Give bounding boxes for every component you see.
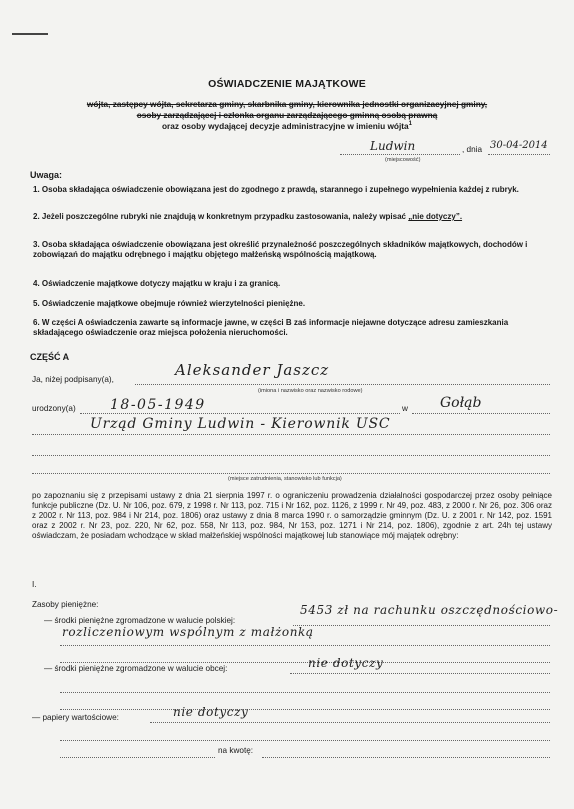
- amount-label: na kwotę:: [218, 746, 254, 755]
- born-place-dotted-line: [412, 413, 550, 414]
- employment-dotted-line-2: [32, 455, 550, 456]
- subtitle-line-2: osoby zarządzającej i członka organu zarządzającego gminną osobą prawną: [136, 110, 438, 120]
- place-caption: (miejscowość): [385, 157, 421, 163]
- foreign-handwritten: nie dotyczy: [308, 656, 384, 670]
- name-dotted-line: [135, 384, 550, 385]
- securities-dotted-line-2: [60, 740, 550, 741]
- born-date-dotted-line: [80, 413, 400, 414]
- note-item-5: [33, 299, 548, 309]
- section-a-heading: CZĘŚĆ A: [30, 352, 70, 362]
- document-title: OŚWIADCZENIE MAJĄTKOWE: [208, 78, 366, 90]
- date-dotted-line: [488, 154, 550, 155]
- pln-label: — środki pieniężne zgromadzone w walucie polskiej:: [44, 616, 236, 625]
- notes-heading: Uwaga:: [30, 170, 63, 180]
- note-text: 4. Oświadczenie majątkowe dotyczy majątku w kraju i za granicą.: [33, 279, 281, 288]
- ja-label: Ja, niżej podpisany(a),: [32, 375, 114, 384]
- foreign-dotted-line-1: [290, 673, 550, 674]
- note-text: 5. Oświadczenie majątkowe obejmuje również wierzytelności pieniężne.: [33, 299, 306, 308]
- pln-handwritten-2: rozliczeniowym wspólnym z małżonką: [62, 625, 314, 639]
- note-item-2: [33, 212, 548, 222]
- securities-handwritten: nie dotyczy: [173, 705, 249, 719]
- scan-mark: [12, 33, 48, 35]
- place-dotted-line: [340, 154, 460, 155]
- note-text: 3. Osoba składająca oświadczenie obowiązana jest określić przynależność poszczególnych składników majątkowych, dochodów i zobowiązań do majątku odrębnego i majątku objętego małżeńską wspólnością majątkową.: [33, 240, 528, 260]
- part-i-roman: I.: [32, 580, 37, 589]
- securities-label: — papiery wartościowe:: [32, 713, 119, 722]
- foreign-label: — środki pieniężne zgromadzone w walucie obcej:: [44, 664, 228, 673]
- subtitle-line-3: [30, 121, 544, 131]
- pln-dotted-line-2: [60, 645, 550, 646]
- note-text: 2. Jeżeli poszczególne rubryki nie znajdują w konkretnym przypadku zastosowania, należy wpisać: [33, 212, 407, 221]
- amount-dotted-line-right: [262, 757, 550, 758]
- name-handwritten: Aleksander Jaszcz: [175, 361, 330, 379]
- employment-handwritten: Urząd Gminy Ludwin - Kierownik USC: [90, 416, 391, 432]
- note-quote: „nie dotyczy”.: [408, 212, 463, 221]
- pln-handwritten-1: 5453 zł na rachunku oszczędnościowo-: [300, 603, 559, 617]
- born-date-handwritten: 18-05-1949: [110, 397, 206, 413]
- subtitle-line-1: wójta, zastępcy wójta, sekretarza gminy, skarbnika gminy, kierownika jednostki organizacyjnej gminy,: [86, 99, 488, 109]
- employment-caption: (miejsce zatrudnienia, stanowisko lub funkcja): [228, 476, 342, 482]
- securities-dotted-line-1: [150, 722, 550, 723]
- resources-label: Zasoby pieniężne:: [32, 600, 99, 609]
- place-handwritten: Ludwin: [370, 139, 416, 153]
- born-place-handwritten: Gołąb: [440, 395, 482, 411]
- note-item-4: [33, 279, 548, 289]
- foreign-dotted-line-2: [60, 692, 550, 693]
- amount-dotted-line-left: [60, 757, 215, 758]
- born-w-label: w: [402, 404, 408, 413]
- date-handwritten: 30-04-2014: [490, 140, 548, 151]
- note-item-3: [33, 240, 548, 261]
- footnote-marker: 1: [408, 121, 413, 128]
- date-prefix: , dnia: [462, 145, 483, 154]
- note-text: 1. Osoba składająca oświadczenie obowiązana jest do zgodnego z prawdą, starannego i zupełnego wypełnienia każdej z rubryk.: [33, 185, 519, 194]
- note-item-1: [33, 185, 548, 195]
- employment-dotted-line-3: [32, 473, 550, 474]
- born-label: urodzony(a): [32, 404, 76, 413]
- pln-dotted-line-3: [60, 662, 550, 663]
- foreign-dotted-line-3: [60, 709, 550, 710]
- note-item-6: [33, 318, 548, 339]
- note-text: 6. W części A oświadczenia zawarte są informacje jawne, w części B zaś informacje niejawne dotyczące adresu zamieszkania składającego oświadczenie oraz miejsca położenia nieruchomości.: [33, 318, 509, 338]
- pln-dotted-line-1: [293, 625, 550, 626]
- legal-paragraph: po zapoznaniu się z przepisami ustawy z dnia 21 sierpnia 1997 r. o ograniczeniu prowadzenia działalności gospodarczej przez osoby pełniące funkcje publiczne (Dz. U. Nr 106, poz. 679, z 1998 r. Nr 113, poz. 715 i Nr 162, poz. 1126, z 1999 r. Nr 49, poz. 483, z 2000 r. Nr 26, poz. 306 oraz z 2002 r. Nr 113, poz. 984 i Nr 214, poz. 1806) oraz ustawy z dnia 8 marca 1990 r. o samorządzie gminnym (Dz. U. z 2001 r. Nr 142, poz. 1591 oraz z 2002 r. Nr 23, poz. 220, Nr 62, poz. 558, Nr 113, poz. 984, Nr 153, poz. 1271 i Nr 214, poz. 1806), zgodnie z art. 24h tej ustawy oświadczam, że posiadam wchodzące w skład małżeńskiej wspólności majątkowej lub stanowiące mój majątek odrębny:: [32, 491, 552, 540]
- employment-dotted-line-1: [32, 434, 550, 435]
- subtitle-text: oraz osoby wydającej decyzje administracyjne w imieniu wójta: [161, 121, 409, 131]
- name-caption: (imiona i nazwisko oraz nazwisko rodowe): [258, 388, 363, 394]
